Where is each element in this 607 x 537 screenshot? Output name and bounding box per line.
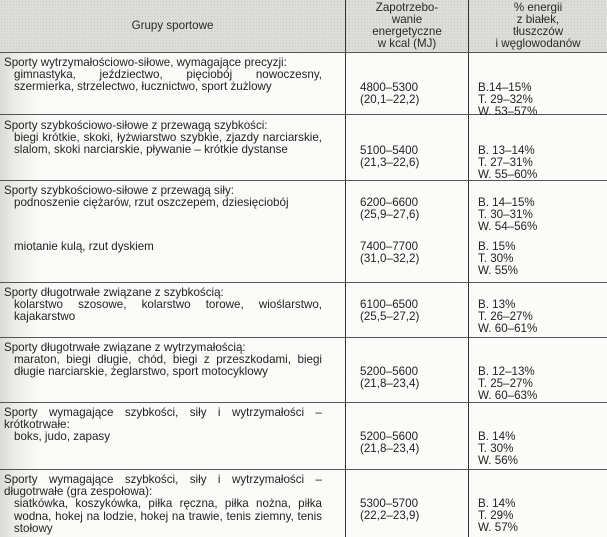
protein-value: B.14–15% [478, 81, 532, 94]
table-row-group [4, 57, 322, 94]
protein-value: B. 12–13% [478, 365, 535, 378]
energy-cell [360, 299, 470, 323]
header-energy-line: wanie [391, 12, 423, 26]
table-row-group [4, 185, 322, 209]
mj-value: (20,1–22,2) [360, 93, 420, 107]
mj-value: (22,2–23,9) [360, 509, 420, 523]
fat-value: T. 25–27% [478, 377, 533, 391]
kcal-value: 5200–5600 [360, 430, 419, 443]
header-energy-line: energetyczne [372, 25, 442, 38]
fat-value: T. 29–32% [478, 93, 533, 107]
carb-value: W. 60–63% [478, 389, 538, 403]
energy-cell [360, 241, 470, 265]
carb-value: W. 56% [478, 454, 518, 468]
macro-cell [478, 241, 603, 278]
macro-cell [478, 197, 603, 234]
table-row-group [4, 342, 322, 379]
table-row-group [4, 474, 322, 535]
macro-cell [478, 145, 603, 182]
kcal-value: 5200–5600 [360, 365, 419, 378]
header-energy-line: Zapotrzebo- [375, 0, 439, 14]
fat-value: T. 26–27% [478, 310, 533, 324]
table-row-group [4, 120, 322, 157]
kcal-value: 7400–7700 [360, 240, 419, 253]
table-row-group [4, 241, 322, 253]
table-row-group [4, 407, 322, 444]
protein-value: B. 14% [478, 497, 516, 510]
macro-cell [478, 299, 603, 336]
carb-value: W. 53–57% [478, 105, 538, 119]
kcal-value: 5300–5700 [360, 497, 419, 510]
header-groups [0, 0, 345, 52]
mj-value: (21,8–23,4) [360, 377, 420, 391]
kcal-value: 4800–5300 [360, 81, 419, 94]
group-sports: biegi krótkie, skoki, łyżwiarstwo szybkie, zjazdy narciarskie, slalom, skoki narciarskie, pływanie – krótkie dystanse [14, 131, 322, 157]
energy-cell [360, 197, 470, 221]
fat-value: T. 30% [478, 252, 514, 266]
macro-cell [478, 82, 603, 119]
energy-cell [360, 366, 470, 390]
group-sports: boks, judo, zapasy [14, 430, 111, 444]
protein-value: B. 14% [478, 430, 516, 443]
carb-value: W. 55% [478, 264, 518, 278]
macro-cell [478, 498, 603, 535]
header-energy [346, 0, 468, 52]
protein-value: B. 13–14% [478, 144, 535, 157]
fat-value: T. 29% [478, 509, 514, 523]
header-groups-text: Grupy sportowe [131, 18, 214, 32]
header-percent-line: z białek, [516, 12, 560, 26]
group-title: Sporty wymagające szybkości, siły i wytrzymałości – długotrwałe (gra zespołowa): [4, 473, 322, 499]
mj-value: (31,0–32,2) [360, 252, 420, 266]
group-title: Sporty szybkościowo-siłowe z przewagą siły: [4, 184, 235, 197]
group-title: Sporty wymagające szybkości, siły i wytrzymałości – krótkotrwałe: [4, 406, 322, 432]
kcal-value: 6200–6600 [360, 196, 419, 209]
group-title: Sporty szybkościowo-siłowe z przewagą szybkości: [4, 119, 268, 132]
energy-cell [360, 498, 470, 522]
carb-value: W. 54–56% [478, 220, 538, 234]
energy-cell [360, 145, 470, 169]
group-title: Sporty długotrwałe związane z wytrzymałością: [4, 341, 246, 354]
column-divider [468, 0, 469, 537]
energy-cell [360, 82, 470, 106]
kcal-value: 5100–5400 [360, 144, 419, 157]
table-row-group [4, 287, 322, 324]
header-percent [469, 0, 607, 52]
group-sports: gimnastyka, jeździectwo, pięciobój nowoczesny, szermierka, strzelectwo, łucznictwo, sport żużlowy [14, 68, 322, 94]
group-sports: podnoszenie ciężarów, rzut oszczepem, dziesięciobój [14, 196, 289, 210]
column-divider [345, 0, 346, 537]
fat-value: T. 27–31% [478, 156, 533, 170]
mj-value: (25,9–27,6) [360, 208, 420, 222]
row-divider [0, 469, 607, 470]
protein-value: B. 13% [478, 298, 516, 311]
group-sports: kolarstwo szosowe, kolarstwo torowe, wioślarstwo, kajakarstwo [14, 298, 322, 324]
header-percent-line: % energii [513, 0, 563, 14]
header-percent-line: tłuszczów [512, 25, 564, 38]
row-divider [0, 52, 607, 53]
carb-value: W. 60–61% [478, 322, 538, 336]
macro-cell [478, 431, 603, 468]
macro-cell [478, 366, 603, 403]
mj-value: (25,5–27,2) [360, 310, 420, 324]
kcal-value: 6100–6500 [360, 298, 419, 311]
carb-value: W. 55–60% [478, 168, 538, 182]
header-energy-line: w kcal (MJ) [377, 37, 437, 51]
group-title: Sporty wytrzymałościowo-siłowe, wymagające precyzji: [4, 56, 287, 69]
fat-value: T. 30% [478, 442, 514, 456]
group-sports: siatkówka, koszykówka, piłka ręczna, piłka nożna, piłka wodna, hokej na lodzie, hokej na trawie, tenis ziemny, tenis stołowy [14, 497, 322, 535]
row-divider [0, 337, 607, 338]
fat-value: T. 30–31% [478, 208, 533, 222]
row-divider [0, 282, 607, 283]
protein-value: B. 15% [478, 240, 516, 253]
group-sports: miotanie kulą, rzut dyskiem [14, 240, 154, 253]
mj-value: (21,8–23,4) [360, 442, 420, 456]
group-title: Sporty długotrwałe związane z szybkością: [4, 286, 224, 299]
carb-value: W. 57% [478, 521, 518, 535]
protein-value: B. 14–15% [478, 196, 535, 209]
header-percent-line: i węglowodanów [495, 37, 581, 51]
group-sports: maraton, biegi długie, chód, biegi z przeszkodami, biegi długie narciarskie, żeglarstwo, sport motocyklowy [14, 353, 322, 379]
mj-value: (21,3–22,6) [360, 156, 420, 170]
energy-cell [360, 431, 470, 455]
